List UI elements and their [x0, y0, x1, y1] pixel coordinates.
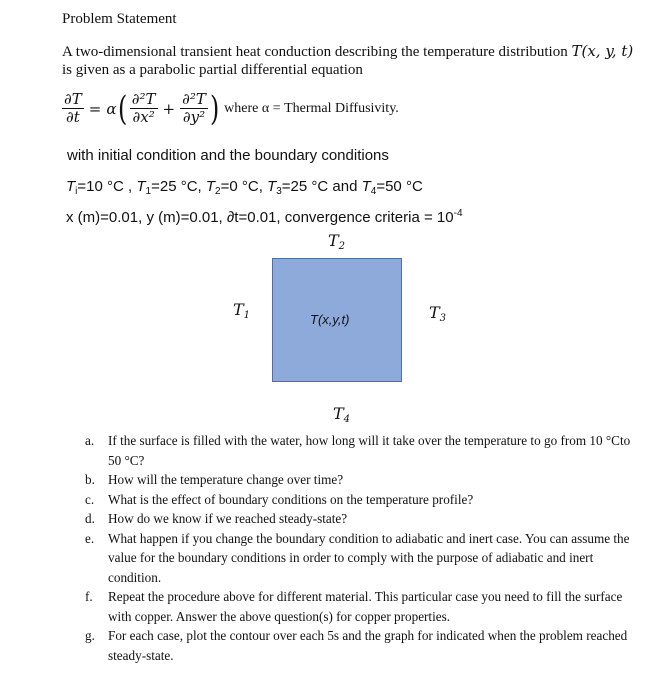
question-letter: b.	[85, 472, 95, 487]
question-letter: d.	[85, 511, 95, 526]
conditions-intro: with initial condition and the boundary conditions	[67, 147, 389, 164]
question-letter: g.	[85, 628, 95, 643]
question-item	[85, 587, 645, 626]
label-t4: $T_4$	[333, 404, 351, 425]
question-text: How will the temperature change over time?	[108, 472, 344, 487]
temperature-conditions	[66, 178, 423, 197]
term1-fraction	[130, 91, 158, 126]
label-t2: $T_2$	[328, 231, 346, 252]
question-item	[85, 626, 645, 665]
alpha-symbol: α	[106, 99, 117, 118]
question-text: How do we know if we reached steady-state?	[108, 511, 348, 526]
domain-label: T(x,y,t)	[310, 312, 350, 327]
question-item	[85, 431, 645, 470]
question-item	[85, 529, 645, 588]
lhs-fraction	[62, 91, 84, 126]
question-text: What is the effect of boundary conditions on the temperature profile?	[108, 491, 474, 507]
question-list	[85, 431, 645, 665]
question-letter: f.	[85, 589, 93, 604]
grid-text: x (m)=0.01, y (m)=0.01, ∂t=0.01, convergence criteria = 10	[66, 209, 454, 226]
plus-sign: +	[162, 99, 176, 118]
question-text: If the surface is filled with the water, how long will it take over the temperature to go from 10 °Cto 50 °C?	[108, 433, 631, 468]
question-letter: e.	[85, 530, 95, 546]
lhs-denominator: ∂t	[65, 108, 80, 126]
label-t3: $T_3$	[429, 303, 447, 324]
question-item	[85, 470, 645, 490]
question-text: What happen if you change the boundary condition to adiabatic and inert case. You can assume the value for the boundary conditions in order to comply with the purpose of adiabatic and inert condition.	[108, 530, 630, 585]
question-item	[85, 509, 645, 529]
term2-numerator: ∂²T	[182, 90, 206, 108]
temp-ti: $T_i=10$ °C ,	[66, 178, 137, 197]
heat-equation	[62, 88, 399, 129]
intro-text: A two-dimensional transient heat conduction describing the temperature distribution	[62, 44, 568, 60]
where-clause: where α = Thermal Diffusivity.	[224, 100, 399, 116]
term1-numerator: ∂²T	[131, 90, 156, 108]
term2-denominator: ∂y²	[182, 108, 206, 126]
term1-denominator: ∂x²	[132, 108, 155, 126]
grid-exponent: -4	[453, 208, 463, 219]
question-text: For each case, plot the contour over each 5s and the graph for indicated when the problem reached steady-state.	[108, 628, 628, 663]
term2-fraction	[180, 91, 208, 126]
intro-line-2: is given as a parabolic partial differential equation	[62, 62, 363, 78]
question-item	[85, 490, 645, 510]
lhs-numerator: ∂T	[64, 90, 82, 108]
question-letter: a.	[85, 433, 95, 448]
equals-sign: =	[88, 99, 102, 118]
function-symbol: T(x, y, t)	[571, 42, 634, 60]
label-t1: $T_1$	[233, 300, 251, 321]
page-title: Problem Statement	[62, 11, 177, 27]
right-paren: )	[209, 88, 220, 129]
temp-t4: $T_4=50$ °C	[361, 178, 423, 197]
question-text: Repeat the procedure above for different material. This particular case you need to fill the surface with copper. Answer the above question(s) for copper properties.	[108, 589, 623, 624]
question-letter: c.	[85, 491, 95, 507]
temp-t1: $T_1=25$ °C,	[136, 178, 206, 197]
grid-parameters	[66, 208, 463, 226]
intro-line-1	[62, 42, 633, 61]
temp-t2: $T_2=0$ °C,	[205, 178, 268, 197]
temp-t3: $T_3=25$ °C and	[267, 178, 362, 197]
left-paren: (	[118, 88, 128, 129]
